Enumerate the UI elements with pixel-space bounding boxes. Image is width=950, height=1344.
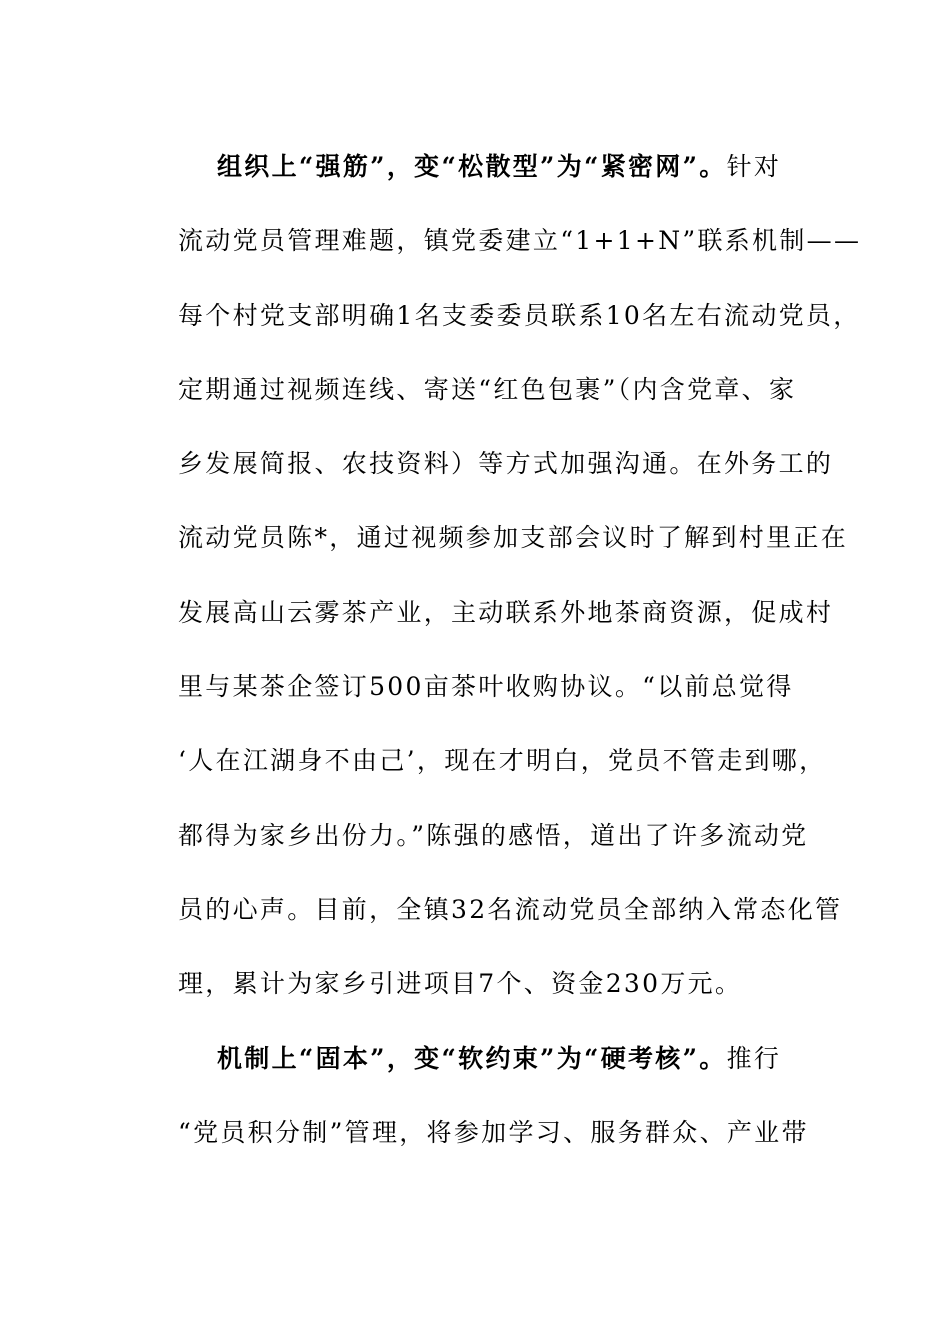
document-body [178, 130, 862, 1170]
paragraph-2-heading: 机制上“固本”，变“软约束”为“硬考核”。 [217, 1043, 727, 1073]
paragraph-1-line-7: 发展高山云雾茶产业，主动联系外地茶商资源，促成村 [178, 597, 834, 627]
paragraph-1-line-12: 理，累计为家乡引进项目7个、资金230万元。 [178, 969, 743, 999]
paragraph-1-line-10: 都得为家乡出份力。”陈强的感悟，道出了许多流动党 [178, 820, 809, 850]
paragraph-1-line-1-rest: 针对 [726, 152, 782, 181]
paragraph-1-line-4: 定期通过视频连线、寄送“红色包裹”（内含党章、家 [178, 374, 797, 404]
paragraph-1-line-2: 流动党员管理难题，镇党委建立“1+1+N”联系机制—— [178, 226, 862, 256]
paragraph-1-line-11: 员的心声。目前，全镇32名流动党员全部纳入常态化管 [178, 894, 843, 924]
paragraph-1-line-8: 里与某茶企签订500亩茶叶收购协议。“以前总觉得 [178, 672, 794, 702]
paragraph-2-line-1-rest: 推行 [726, 1043, 782, 1073]
paragraph-2-line-2: “党员积分制”管理，将参加学习、服务群众、产业带 [178, 1117, 809, 1147]
paragraph-1-line-3: 每个村党支部明确1名支委委员联系10名左右流动党员， [178, 300, 861, 330]
paragraph-1-line-5: 乡发展简报、农技资料）等方式加强沟通。在外务工的 [178, 449, 834, 479]
paragraph-2-line-1 [178, 1022, 818, 1096]
paragraph-1-line-9: ‘人在江湖身不由己’，现在才明白，党员不管走到哪， [178, 746, 827, 776]
paragraph-1-heading: 组织上“强筋”，变“松散型”为“紧密网”。 [217, 152, 727, 181]
paragraph-1-line-1 [178, 130, 818, 204]
paragraph-1-line-6: 流动党员陈*，通过视频参加支部会议时了解到村里正在 [178, 523, 849, 553]
